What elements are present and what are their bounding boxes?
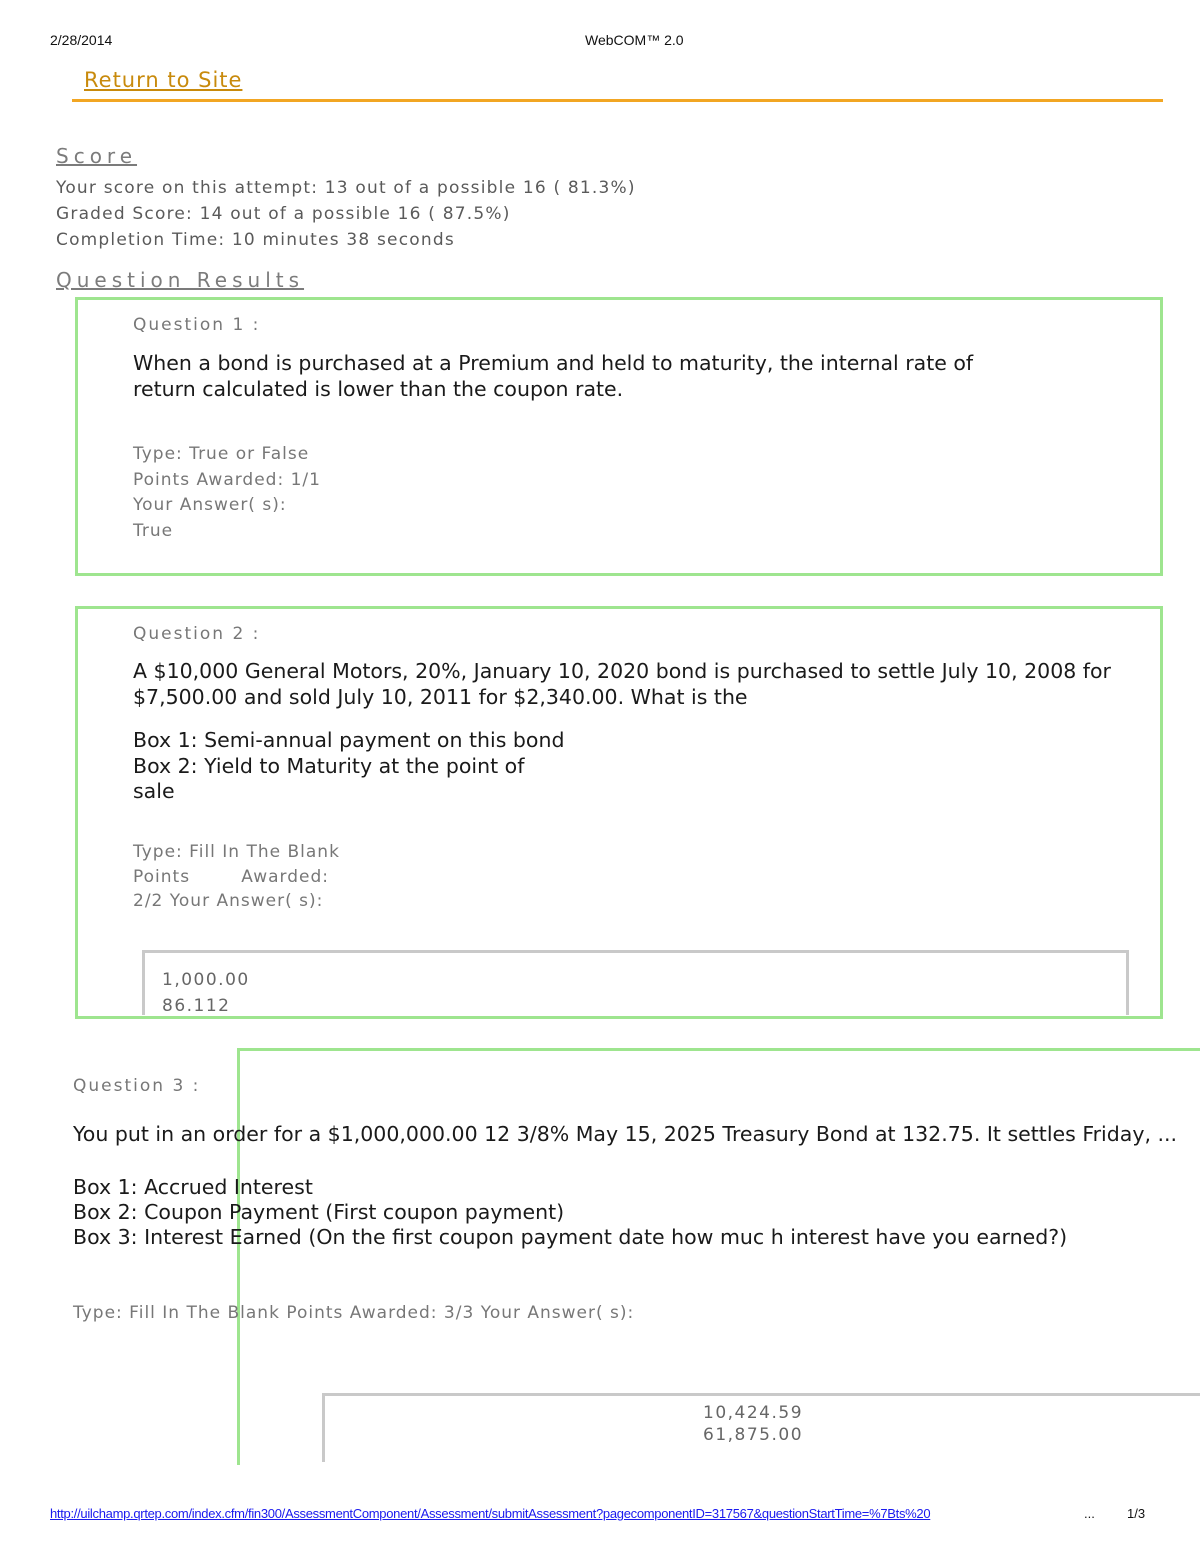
question-3-text-clip xyxy=(73,1122,1200,1152)
answer-value: 1,000.00 xyxy=(162,970,250,990)
page-title: WebCOM™ 2.0 xyxy=(585,32,684,48)
box-prompt: Box 2: Yield to Maturity at the point of xyxy=(133,753,525,778)
question-1-text-line: When a bond is purchased at a Premium and held to maturity, the internal rate of xyxy=(133,351,974,375)
score-heading: Score xyxy=(56,144,138,168)
header-divider xyxy=(72,99,1163,102)
question-3-answer-clip xyxy=(320,1390,1200,1462)
return-to-site-link[interactable]: Return to Site xyxy=(84,68,243,92)
attempt-score: Your score on this attempt: 13 out of a possible 16 ( 81.3%) xyxy=(56,178,636,198)
question-2-boxes xyxy=(133,728,564,805)
question-2-answer-box xyxy=(142,950,1129,1015)
url-ellipsis: ... xyxy=(1084,1506,1095,1521)
question-3-meta: Type: Fill In The Blank Points Awarded: 3/3 Your Answer( s): xyxy=(73,1303,635,1323)
question-2-meta xyxy=(133,840,340,914)
box-prompt: sale xyxy=(133,779,175,803)
question-3-text: You put in an order for a $1,000,000.00 12 3/8% May 15, 2025 Treasury Bond at 132.75. It settles Friday, ... xyxy=(73,1122,1178,1146)
question-results-heading: Question Results xyxy=(56,268,305,292)
question-2-text-line: $7,500.00 and sold July 10, 2011 for $2,340.00. What is the xyxy=(133,684,748,709)
question-1-text xyxy=(133,351,973,402)
question-3-boxes xyxy=(73,1175,1067,1250)
your-answers-label: 2/2 Your Answer( s): xyxy=(133,891,324,911)
question-2-text xyxy=(133,659,1111,710)
page-url-link[interactable]: http://uilchamp.qrtep.com/index.cfm/fin300/AssessmentComponent/Assessment/submitAssessment?pagecomponentID=317567&questionStartTime=%7Bts%20 xyxy=(50,1506,931,1521)
question-1-meta xyxy=(133,442,321,544)
question-1-text-line: return calculated is lower than the coupon rate. xyxy=(133,376,624,401)
answer-value: True xyxy=(133,520,174,541)
answer-value: 61,875.00 xyxy=(703,1425,804,1445)
question-3-answer-box xyxy=(322,1393,1200,1462)
graded-score: Graded Score: 14 out of a possible 16 ( 87.5%) xyxy=(56,204,511,224)
print-date: 2/28/2014 xyxy=(50,32,113,48)
question-type: Type: Fill In The Blank xyxy=(133,842,340,862)
page-number: 1/3 xyxy=(1127,1506,1146,1521)
answer-value: 86.112 xyxy=(162,996,231,1015)
question-3-answer-values xyxy=(703,1402,803,1446)
question-1-label: Question 1 : xyxy=(133,315,261,335)
box-prompt: Box 1: Accrued Interest xyxy=(73,1175,313,1199)
box-prompt: Box 3: Interest Earned (On the first coupon payment date how muc h interest have you earned?) xyxy=(73,1225,1068,1249)
box-prompt: Box 1: Semi-annual payment on this bond xyxy=(133,728,565,752)
box-prompt: Box 2: Coupon Payment (First coupon payment) xyxy=(73,1200,565,1224)
completion-time: Completion Time: 10 minutes 38 seconds xyxy=(56,230,455,250)
question-3-label: Question 3 : xyxy=(73,1076,201,1096)
question-2-text-line: A $10,000 General Motors, 20%, January 10, 2020 bond is purchased to settle July 10, 2008 for xyxy=(133,659,1111,683)
answer-value: 10,424.59 xyxy=(703,1403,804,1423)
your-answers-label: Your Answer( s): xyxy=(133,495,287,515)
points-awarded: Points Awarded: 1/1 xyxy=(133,469,321,490)
points-awarded: Points Awarded: xyxy=(133,866,330,887)
question-2-answer-clip xyxy=(140,948,1132,1015)
question-2-label: Question 2 : xyxy=(133,624,261,644)
question-type: Type: True or False xyxy=(133,444,310,464)
